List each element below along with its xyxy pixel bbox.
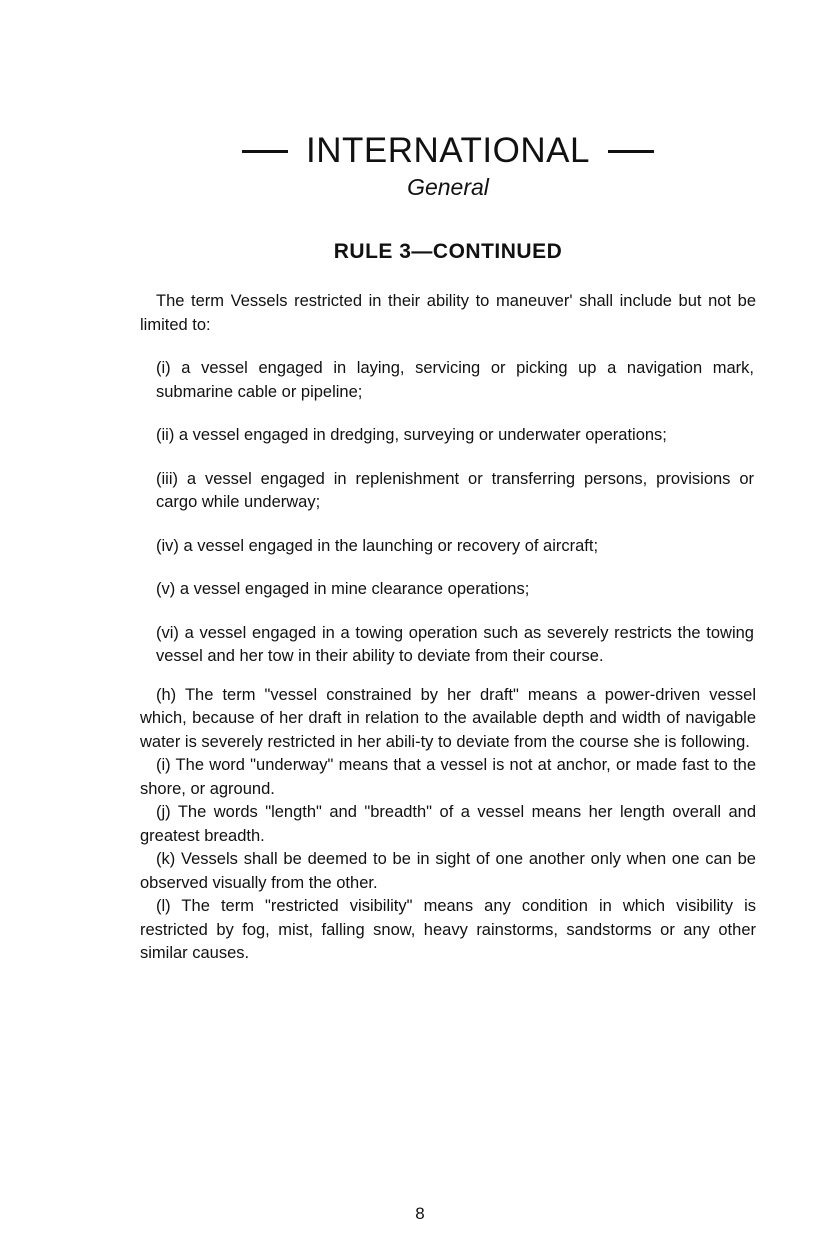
paragraph-k: (k) Vessels shall be deemed to be in sight of one another only when one can be observed visually from the other.	[140, 850, 756, 892]
title-dash-left	[242, 150, 288, 153]
list-item-iii: (iii) a vessel engaged in replenishment or transferring persons, provisions or cargo while underway;	[156, 469, 754, 512]
list-item-v: (v) a vessel engaged in mine clearance operations;	[156, 580, 530, 599]
list-item-i: (i) a vessel engaged in laying, servicing or picking up a navigation mark, submarine cable or pipeline;	[156, 359, 754, 401]
paragraph-j: (j) The words "length" and "breadth" of a vessel means her length overall and greatest breadth.	[140, 803, 756, 845]
title-dash-right	[608, 150, 654, 153]
paragraph-h: (h) The term "vessel constrained by her draft" means a power-driven vessel which, because of her draft in relation to the available depth and width of navigable water is severely restricted in her abili-ty to deviate from the course she is following.	[140, 685, 756, 751]
rule-heading: RULE 3—CONTINUED	[333, 240, 563, 264]
list-item-iv: (iv) a vessel engaged in the launching or recovery of aircraft;	[156, 536, 599, 555]
paragraph-block	[140, 684, 756, 966]
page-number: 8	[415, 1204, 425, 1223]
page-subtitle: General	[407, 174, 489, 200]
paragraph-l: (l) The term "restricted visibility" means any condition in which visibility is restricted by fog, mist, falling snow, heavy rainstorms, sandstorms or any other similar causes.	[140, 897, 756, 963]
document-page	[140, 0, 756, 966]
list-item-ii: (ii) a vessel engaged in dredging, surveying or underwater operations;	[156, 426, 667, 445]
list-item-vi: (vi) a vessel engaged in a towing operation such as severely restricts the towing vessel and her tow in their ability to deviate from their course.	[156, 623, 754, 666]
page-header	[140, 133, 756, 168]
paragraph-i: (i) The word "underway" means that a vessel is not at anchor, or made fast to the shore, or aground.	[140, 756, 756, 798]
page-title: INTERNATIONAL	[306, 131, 590, 170]
intro-paragraph: The term Vessels restricted in their ability to maneuver' shall include but not be limited to:	[140, 292, 756, 334]
